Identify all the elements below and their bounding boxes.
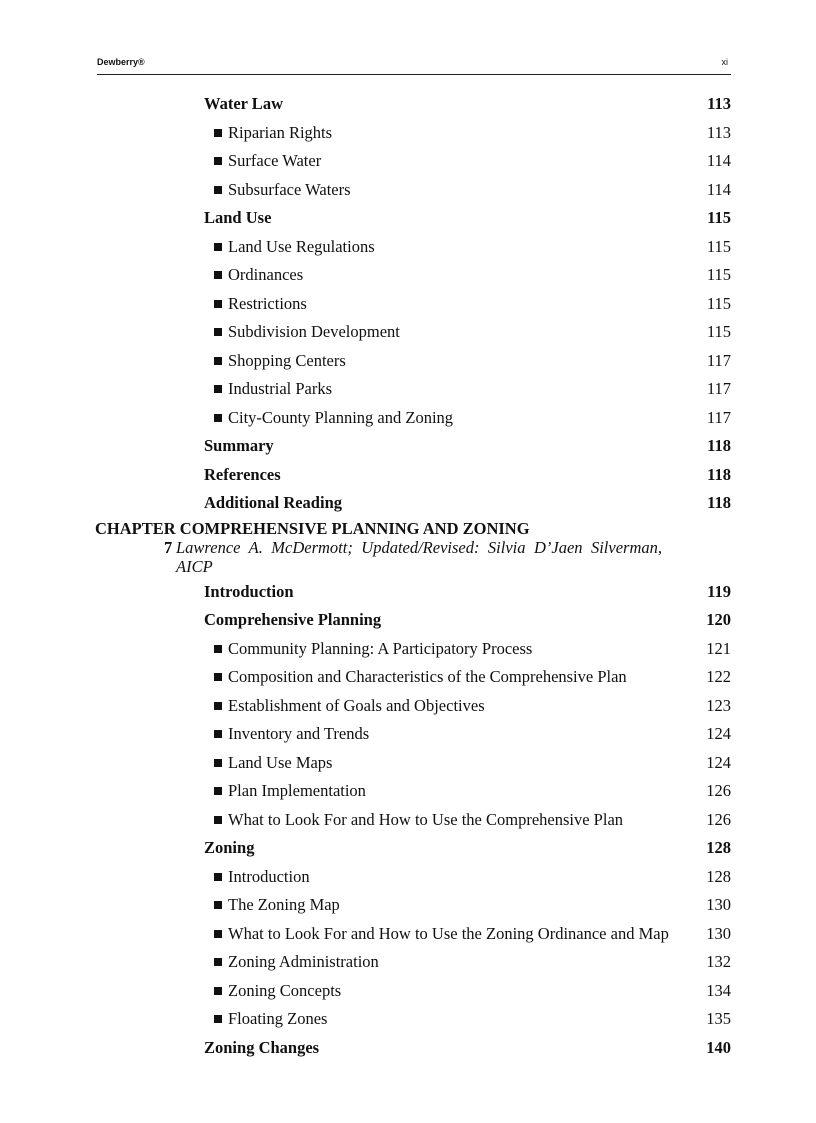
- toc-entry-text: References: [204, 464, 281, 484]
- toc-entry-title: [214, 692, 485, 721]
- toc-entry-text: Composition and Characteristics of the Comprehensive Plan: [228, 667, 627, 686]
- square-bullet-icon: [214, 702, 222, 710]
- toc-entry-page: 115: [706, 236, 731, 256]
- toc-entry-title: [214, 720, 369, 749]
- square-bullet-icon: [214, 730, 222, 738]
- toc-entry-page: 113: [707, 94, 731, 113]
- toc-entry-page: 128: [706, 866, 731, 886]
- toc-section-before: [0, 90, 816, 518]
- chapter-heading: [0, 519, 816, 538]
- square-bullet-icon: [214, 1015, 222, 1023]
- toc-entry[interactable]: [0, 948, 816, 977]
- toc-entry-title: [214, 233, 375, 262]
- toc-entry-title: [214, 176, 351, 205]
- toc-entry-title: [204, 834, 254, 863]
- toc-entry-text: Land Use Maps: [228, 752, 333, 772]
- page-header: [97, 56, 731, 75]
- toc-entry-page: 135: [706, 1009, 731, 1028]
- toc-entry-page: 120: [706, 610, 731, 629]
- toc-entry-text: Zoning: [204, 838, 255, 857]
- toc-entry[interactable]: [0, 489, 816, 518]
- toc-entry-page: 118: [707, 464, 731, 484]
- square-bullet-icon: [214, 816, 222, 824]
- toc-entry-page: 122: [706, 667, 731, 686]
- toc-entry-text: Introduction: [228, 866, 310, 886]
- toc-entry-text: Surface Water: [228, 151, 322, 170]
- toc-entry-title: [204, 578, 294, 607]
- toc-entry-page: 114: [706, 151, 731, 170]
- toc-entry[interactable]: [0, 834, 816, 863]
- toc-entry-title: [214, 920, 669, 949]
- square-bullet-icon: [214, 414, 222, 422]
- chapter-authors: Lawrence A. McDermott; Updated/Revised: Silvia D’Jaen Silverman, AICP: [176, 537, 662, 576]
- toc-entry-text: Zoning Concepts: [228, 980, 342, 1000]
- toc-entry-title: [214, 891, 340, 920]
- toc-entry-page: 132: [706, 952, 731, 971]
- square-bullet-icon: [214, 787, 222, 795]
- toc-entry-text: Introduction: [204, 581, 294, 601]
- toc-entry[interactable]: [0, 204, 816, 233]
- toc-entry[interactable]: [0, 347, 816, 376]
- toc-entry-title: [214, 777, 366, 806]
- toc-entry[interactable]: [0, 119, 816, 148]
- toc-entry-page: 123: [706, 695, 731, 715]
- toc-entry-title: [214, 806, 623, 835]
- table-of-contents: [0, 90, 816, 1062]
- square-bullet-icon: [214, 673, 222, 681]
- toc-entry[interactable]: [0, 1034, 816, 1063]
- toc-entry-text: Industrial Parks: [228, 379, 333, 398]
- square-bullet-icon: [214, 357, 222, 365]
- toc-entry-text: Subsurface Waters: [228, 179, 351, 199]
- toc-entry-text: Inventory and Trends: [228, 724, 370, 743]
- toc-entry-title: [214, 977, 341, 1006]
- toc-entry-text: What to Look For and How to Use the Comprehensive Plan: [228, 809, 624, 829]
- toc-entry-text: Summary: [204, 436, 274, 455]
- toc-entry-text: Establishment of Goals and Objectives: [228, 695, 485, 715]
- toc-entry-title: [204, 606, 381, 635]
- square-bullet-icon: [214, 243, 222, 251]
- toc-entry-text: Comprehensive Planning: [204, 610, 382, 629]
- square-bullet-icon: [214, 186, 222, 194]
- toc-entry-text: Land Use: [204, 208, 272, 227]
- toc-entry-text: Land Use Regulations: [228, 236, 375, 256]
- toc-entry[interactable]: [0, 461, 816, 490]
- toc-entry-page: 115: [707, 208, 731, 227]
- square-bullet-icon: [214, 873, 222, 881]
- toc-entry[interactable]: [0, 233, 816, 262]
- toc-entry-title: [214, 318, 400, 347]
- toc-entry-title: [214, 749, 332, 778]
- toc-entry-text: Riparian Rights: [228, 122, 333, 142]
- toc-entry-page: 114: [706, 179, 731, 199]
- toc-entry-text: Ordinances: [228, 265, 304, 284]
- square-bullet-icon: [214, 987, 222, 995]
- toc-entry[interactable]: [0, 1005, 816, 1034]
- toc-entry-title: [204, 1034, 319, 1063]
- toc-entry-title: [214, 663, 627, 692]
- chapter-authors-block: [0, 538, 816, 578]
- toc-entry[interactable]: [0, 147, 816, 176]
- toc-entry[interactable]: [0, 777, 816, 806]
- toc-entry-page: 124: [706, 724, 731, 743]
- toc-entry-text: City-County Planning and Zoning: [228, 407, 454, 427]
- toc-section-after: [0, 578, 816, 1063]
- toc-entry-text: Additional Reading: [204, 493, 342, 512]
- chapter-number: 7: [164, 537, 173, 557]
- toc-entry-page: 117: [706, 379, 731, 398]
- square-bullet-icon: [214, 930, 222, 938]
- toc-entry-title: [214, 290, 307, 319]
- toc-entry-page: 113: [706, 122, 731, 142]
- toc-entry-page: 128: [706, 838, 731, 857]
- toc-entry-page: 115: [706, 265, 731, 284]
- toc-entry-page: 126: [706, 781, 731, 800]
- toc-entry-page: 130: [706, 923, 731, 943]
- toc-entry-page: 140: [706, 1037, 731, 1057]
- square-bullet-icon: [214, 958, 222, 966]
- toc-entry-page: 115: [706, 293, 731, 313]
- toc-entry-title: [214, 119, 332, 148]
- toc-entry[interactable]: [0, 749, 816, 778]
- page-number: xi: [721, 57, 728, 67]
- toc-entry-title: [204, 90, 283, 119]
- toc-entry-title: [214, 375, 332, 404]
- toc-entry-page: 119: [707, 581, 731, 601]
- toc-entry-title: [214, 347, 346, 376]
- toc-entry-text: What to Look For and How to Use the Zoning Ordinance and Map: [228, 923, 669, 943]
- toc-entry-text: Shopping Centers: [228, 350, 346, 370]
- square-bullet-icon: [214, 759, 222, 767]
- toc-entry-title: [204, 489, 342, 518]
- toc-entry[interactable]: [0, 692, 816, 721]
- toc-entry-title: [204, 461, 281, 490]
- toc-entry-page: 115: [706, 322, 731, 341]
- publisher-name: Dewberry®: [97, 57, 145, 67]
- toc-entry-text: Plan Implementation: [228, 781, 366, 800]
- toc-entry-text: Subdivision Development: [228, 322, 400, 341]
- toc-entry-title: [214, 948, 379, 977]
- toc-entry-text: The Zoning Map: [228, 895, 340, 914]
- square-bullet-icon: [214, 901, 222, 909]
- toc-entry-title: [204, 204, 271, 233]
- toc-entry-text: Floating Zones: [228, 1009, 328, 1028]
- toc-entry-text: Zoning Administration: [228, 952, 379, 971]
- toc-entry-title: [214, 147, 321, 176]
- toc-entry[interactable]: [0, 404, 816, 433]
- toc-entry-title: [214, 1005, 327, 1034]
- toc-entry-page: 121: [706, 638, 731, 658]
- square-bullet-icon: [214, 385, 222, 393]
- toc-entry[interactable]: [0, 432, 816, 461]
- square-bullet-icon: [214, 129, 222, 137]
- toc-entry-page: 126: [706, 809, 731, 829]
- square-bullet-icon: [214, 328, 222, 336]
- chapter-title: CHAPTER COMPREHENSIVE PLANNING AND ZONING: [95, 518, 530, 538]
- toc-entry-page: 118: [707, 493, 731, 512]
- toc-entry[interactable]: [0, 635, 816, 664]
- toc-entry[interactable]: [0, 375, 816, 404]
- toc-entry[interactable]: [0, 318, 816, 347]
- square-bullet-icon: [214, 300, 222, 308]
- toc-entry-title: [214, 635, 532, 664]
- toc-entry-page: 117: [706, 350, 731, 370]
- toc-entry[interactable]: [0, 176, 816, 205]
- toc-entry[interactable]: [0, 90, 816, 119]
- toc-entry[interactable]: [0, 920, 816, 949]
- toc-entry-text: Water Law: [204, 94, 283, 113]
- toc-entry[interactable]: [0, 891, 816, 920]
- square-bullet-icon: [214, 157, 222, 165]
- toc-entry-page: 118: [707, 436, 731, 455]
- toc-entry-page: 124: [706, 752, 731, 772]
- toc-entry[interactable]: [0, 663, 816, 692]
- toc-entry-text: Community Planning: A Participatory Process: [228, 638, 533, 658]
- toc-entry[interactable]: [0, 290, 816, 319]
- toc-entry-title: [214, 261, 303, 290]
- toc-entry[interactable]: [0, 578, 816, 607]
- toc-entry-title: [214, 404, 453, 433]
- toc-entry[interactable]: [0, 261, 816, 290]
- square-bullet-icon: [214, 645, 222, 653]
- toc-entry-text: Zoning Changes: [204, 1037, 320, 1057]
- toc-entry-text: Restrictions: [228, 293, 307, 313]
- toc-entry[interactable]: [0, 606, 816, 635]
- toc-entry[interactable]: [0, 863, 816, 892]
- toc-entry[interactable]: [0, 720, 816, 749]
- toc-entry-page: 134: [706, 980, 731, 1000]
- toc-entry-title: [204, 432, 274, 461]
- toc-entry[interactable]: [0, 977, 816, 1006]
- toc-entry-title: [214, 863, 310, 892]
- toc-entry-page: 130: [706, 895, 731, 914]
- toc-entry-page: 117: [706, 407, 731, 427]
- toc-entry[interactable]: [0, 806, 816, 835]
- square-bullet-icon: [214, 271, 222, 279]
